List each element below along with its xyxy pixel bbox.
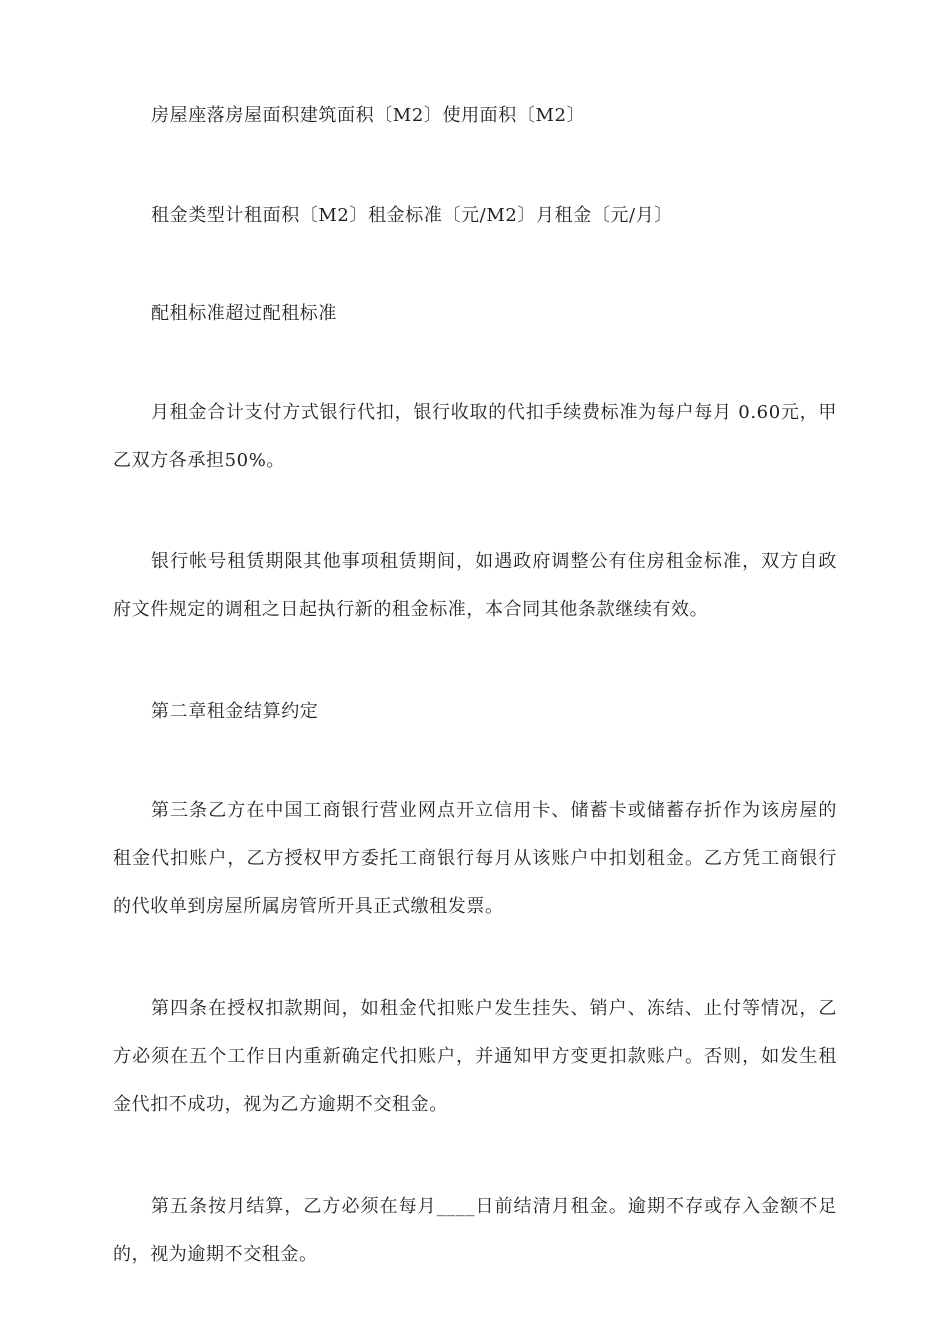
paragraph-house-location-area: 房屋座落房屋面积建筑面积〔M2〕使用面积〔M2〕 <box>151 105 586 126</box>
paragraph-bank-account-term: 银行帐号租赁期限其他事项租赁期间，如遇政府调整公有住房租金标准，双方自政府文件规定的调租之日起执行新的租金标准，本合同其他条款继续有效。 <box>113 551 837 620</box>
article-five: 第五条按月结算，乙方必须在每月____日前结清月租金。逾期不存或存入金额不足的，视为逾期不交租金。 <box>113 1196 837 1265</box>
chapter-heading: 第二章租金结算约定 <box>151 701 319 722</box>
article-three: 第三条乙方在中国工商银行营业网点开立信用卡、储蓄卡或储蓄存折作为该房屋的租金代扣账户，乙方授权甲方委托工商银行每月从该账户中扣划租金。乙方凭工商银行的代收单到房屋所属房管所开具正式缴租发票。 <box>113 800 837 917</box>
paragraph-rent-type: 租金类型计租面积〔M2〕租金标准〔元/M2〕月租金〔元/月〕 <box>151 205 673 226</box>
article-four: 第四条在授权扣款期间，如租金代扣账户发生挂失、销户、冻结、止付等情况，乙方必须在五个工作日内重新确定代扣账户，并通知甲方变更扣款账户。否则，如发生租金代扣不成功，视为乙方逾期不交租金。 <box>113 998 837 1115</box>
paragraph-monthly-rent-payment: 月租金合计支付方式银行代扣，银行收取的代扣手续费标准为每户每月 0.60元，甲乙双方各承担50%。 <box>113 402 837 471</box>
paragraph-rent-standard: 配租标准超过配租标准 <box>151 303 337 324</box>
